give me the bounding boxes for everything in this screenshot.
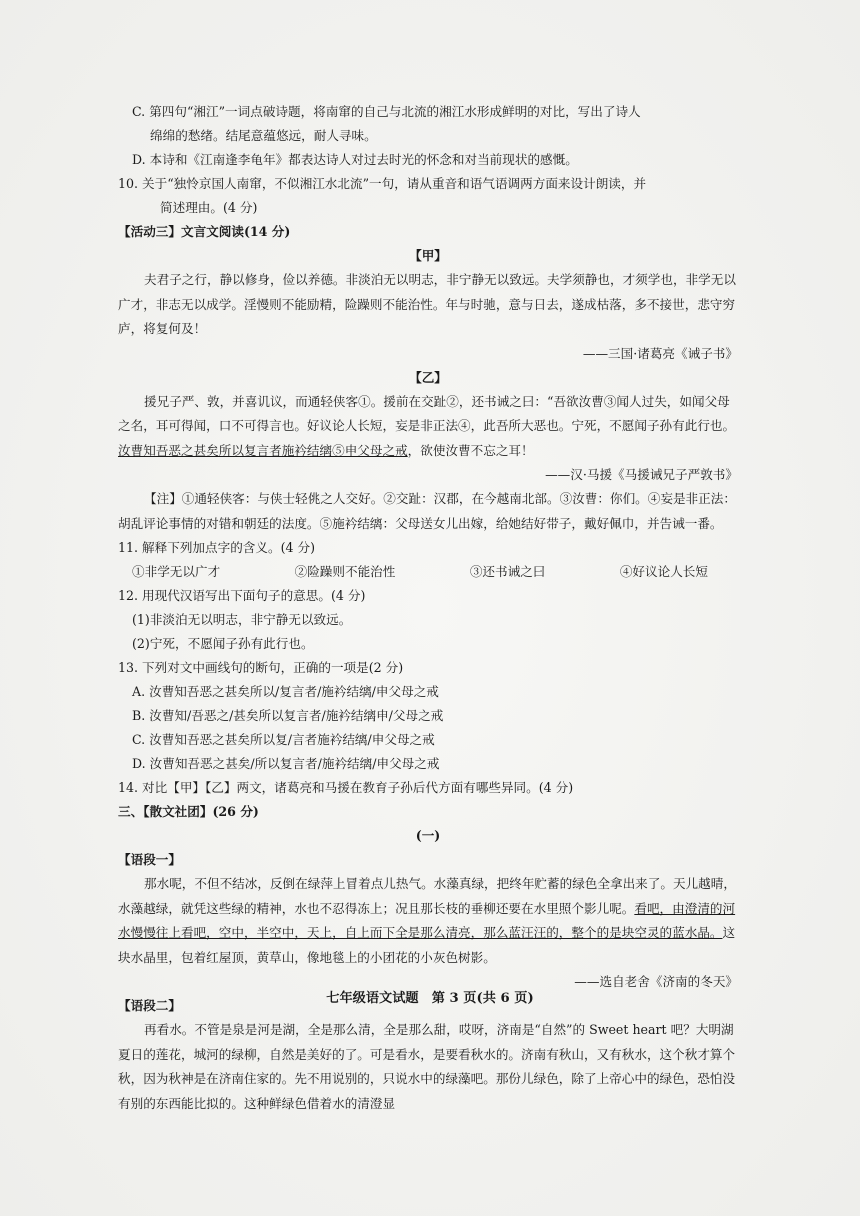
q10-stem-line2: 简述理由。(4 分) bbox=[160, 200, 258, 215]
activity3-heading: 【活动三】文言文阅读(14 分) bbox=[118, 224, 291, 239]
passage-notes: 【注】①通轻侠客：与侠士轻佻之人交好。②交趾：汉郡，在今越南北部。③汝曹：你们。④妄是非正法：胡乱评论事情的对错和朝廷的法度。⑤施衿结缡：父母送女儿出嫁，给她结好带子，戴好佩巾，并告诫一番。 bbox=[118, 491, 736, 531]
exam-page bbox=[118, 100, 738, 1116]
q11-item: ④好议论人长短 bbox=[619, 564, 708, 579]
q11-item: ②险躁则不能治性 bbox=[294, 564, 396, 579]
q11-stem: 11. 解释下列加点字的含义。(4 分) bbox=[118, 540, 315, 555]
page-footer: 七年级语文试题 第 3 页(共 6 页) bbox=[326, 991, 534, 1006]
q11-item: ③还书诫之曰 bbox=[469, 564, 546, 579]
q12-stem: 12. 用现代汉语写出下面句子的意思。(4 分) bbox=[118, 588, 366, 603]
segment1-label: 【语段一】 bbox=[118, 852, 181, 867]
segment2-text: 再看水。不管是泉是河是湖，全是那么清，全是那么甜，哎呀，济南是“自然”的 Sweet heart 吧？大明湖夏日的莲花，城河的绿柳，自然是美好的了。可是看水，是要看秋水的。济南有秋山，又有秋水，这个秋才算个秋，因为秋神是在济南住家的。先不用说别的，只说水中的绿藻吧。那份儿绿色，除了上帝心中的绿色，恐怕没有别的东西能比拟的。这种鲜绿色借着水的清澄显 bbox=[118, 1022, 736, 1111]
q14-stem: 14. 对比【甲】【乙】两文，诸葛亮和马援在教育子孙后代方面有哪些异同。(4 分) bbox=[118, 780, 574, 795]
q13-stem: 13. 下列对文中画线句的断句，正确的一项是(2 分) bbox=[118, 660, 404, 675]
q12-sentence-2: (2)宁死，不愿闻子孙有此行也。 bbox=[132, 636, 314, 651]
passage-yi-text bbox=[118, 390, 738, 464]
segment2-label: 【语段二】 bbox=[118, 998, 181, 1013]
segment1-text-part1: 那水呢，不但不结冰，反倒在绿萍上冒着点儿热气。水藻真绿，把终年贮蓄的绿色全拿出来了。天儿越晴，水藻越绿，就凭这些绿的精神，水也不忍得冻上；况且那长枝的垂柳还要在水里照个影儿呢。 bbox=[118, 876, 736, 916]
q10-stem-line1: 10. 关于“独怜京国人南窜，不似湘江水北流”一句，请从重音和语气语调两方面来设计朗读，并 bbox=[118, 176, 647, 191]
q13-option: B. 汝曹知/吾恶之/甚矣所以复言者/施衿结缡申/父母之戒 bbox=[132, 708, 444, 723]
passage-yi-text-part2: ，欲使汝曹不忘之耳！ bbox=[407, 442, 534, 458]
q9-option-c-line1: C. 第四句“湘江”一词点破诗题，将南窜的自己与北流的湘江水形成鲜明的对比，写出了诗人 bbox=[132, 104, 641, 119]
q13-option: D. 汝曹知吾恶之甚矣/所以复言者/施衿结缡/申父母之戒 bbox=[132, 756, 440, 771]
q9-option-d: D. 本诗和《江南逢李龟年》都表达诗人对过去时光的怀念和对当前现状的感慨。 bbox=[132, 152, 578, 167]
passage-yi-label: 【乙】 bbox=[409, 369, 447, 385]
passage-yi-source: ——汉·马援《马援诫兄子严敦书》 bbox=[545, 467, 738, 482]
segment1-underlined-sentence: 看吧，由澄清的河水慢慢往上看吧，空中，半空中，天上，自上而下全是那么清亮，那么蓝汪汪的，整个的是块空灵的蓝水晶。 bbox=[118, 900, 736, 940]
q13-option: C. 汝曹知吾恶之甚矣所以复/言者施衿结缡/申父母之戒 bbox=[132, 732, 435, 747]
q11-items bbox=[118, 560, 738, 584]
segment1-source: ——选自老舍《济南的冬天》 bbox=[574, 974, 738, 989]
q12-sentence-1: (1)非淡泊无以明志，非宁静无以致远。 bbox=[132, 612, 352, 627]
section3-subheading: (一) bbox=[415, 828, 441, 843]
passage-yi-text-part1: 援兄子严、敦，并喜讥议，而通轻侠客①。援前在交趾②，还书诫之曰：“吾欲汝曹③闻人过失，如闻父母之名，耳可得闻，口不可得言也。好议论人长短，妄是非正法④，此吾所大恶也。宁死，不愿闻子孙有此行也。 bbox=[118, 393, 736, 433]
passage-yi-underlined-sentence: 汝曹知吾恶之甚矣所以复言者施衿结缡⑤申父母之戒 bbox=[118, 442, 408, 458]
segment1-text bbox=[118, 872, 738, 970]
passage-jia-text: 夫君子之行，静以修身，俭以养德。非淡泊无以明志，非宁静无以致远。夫学须静也，才须学也，非学无以广才，非志无以成学。淫慢则不能励精，险躁则不能治性。年与时驰，意与日去，遂成枯落，多不接世，悲守穷庐，将复何及！ bbox=[118, 272, 736, 336]
q11-item: ①非学无以广才 bbox=[132, 564, 221, 579]
passage-jia-label: 【甲】 bbox=[409, 248, 447, 263]
q13-option: A. 汝曹知吾恶之甚矣所以/复言者/施衿结缡/申父母之戒 bbox=[132, 684, 439, 699]
segment1-text-part2: 这块水晶里，包着红屋顶，黄草山，像地毯上的小团花的小灰色树影。 bbox=[118, 925, 736, 965]
section3-heading: 三、【散文社团】(26 分) bbox=[118, 804, 259, 819]
q9-option-c-line2: 绵绵的愁绪。结尾意蕴悠远，耐人寻味。 bbox=[150, 128, 377, 143]
passage-jia-source: ——三国·诸葛亮《诫子书》 bbox=[582, 345, 738, 361]
